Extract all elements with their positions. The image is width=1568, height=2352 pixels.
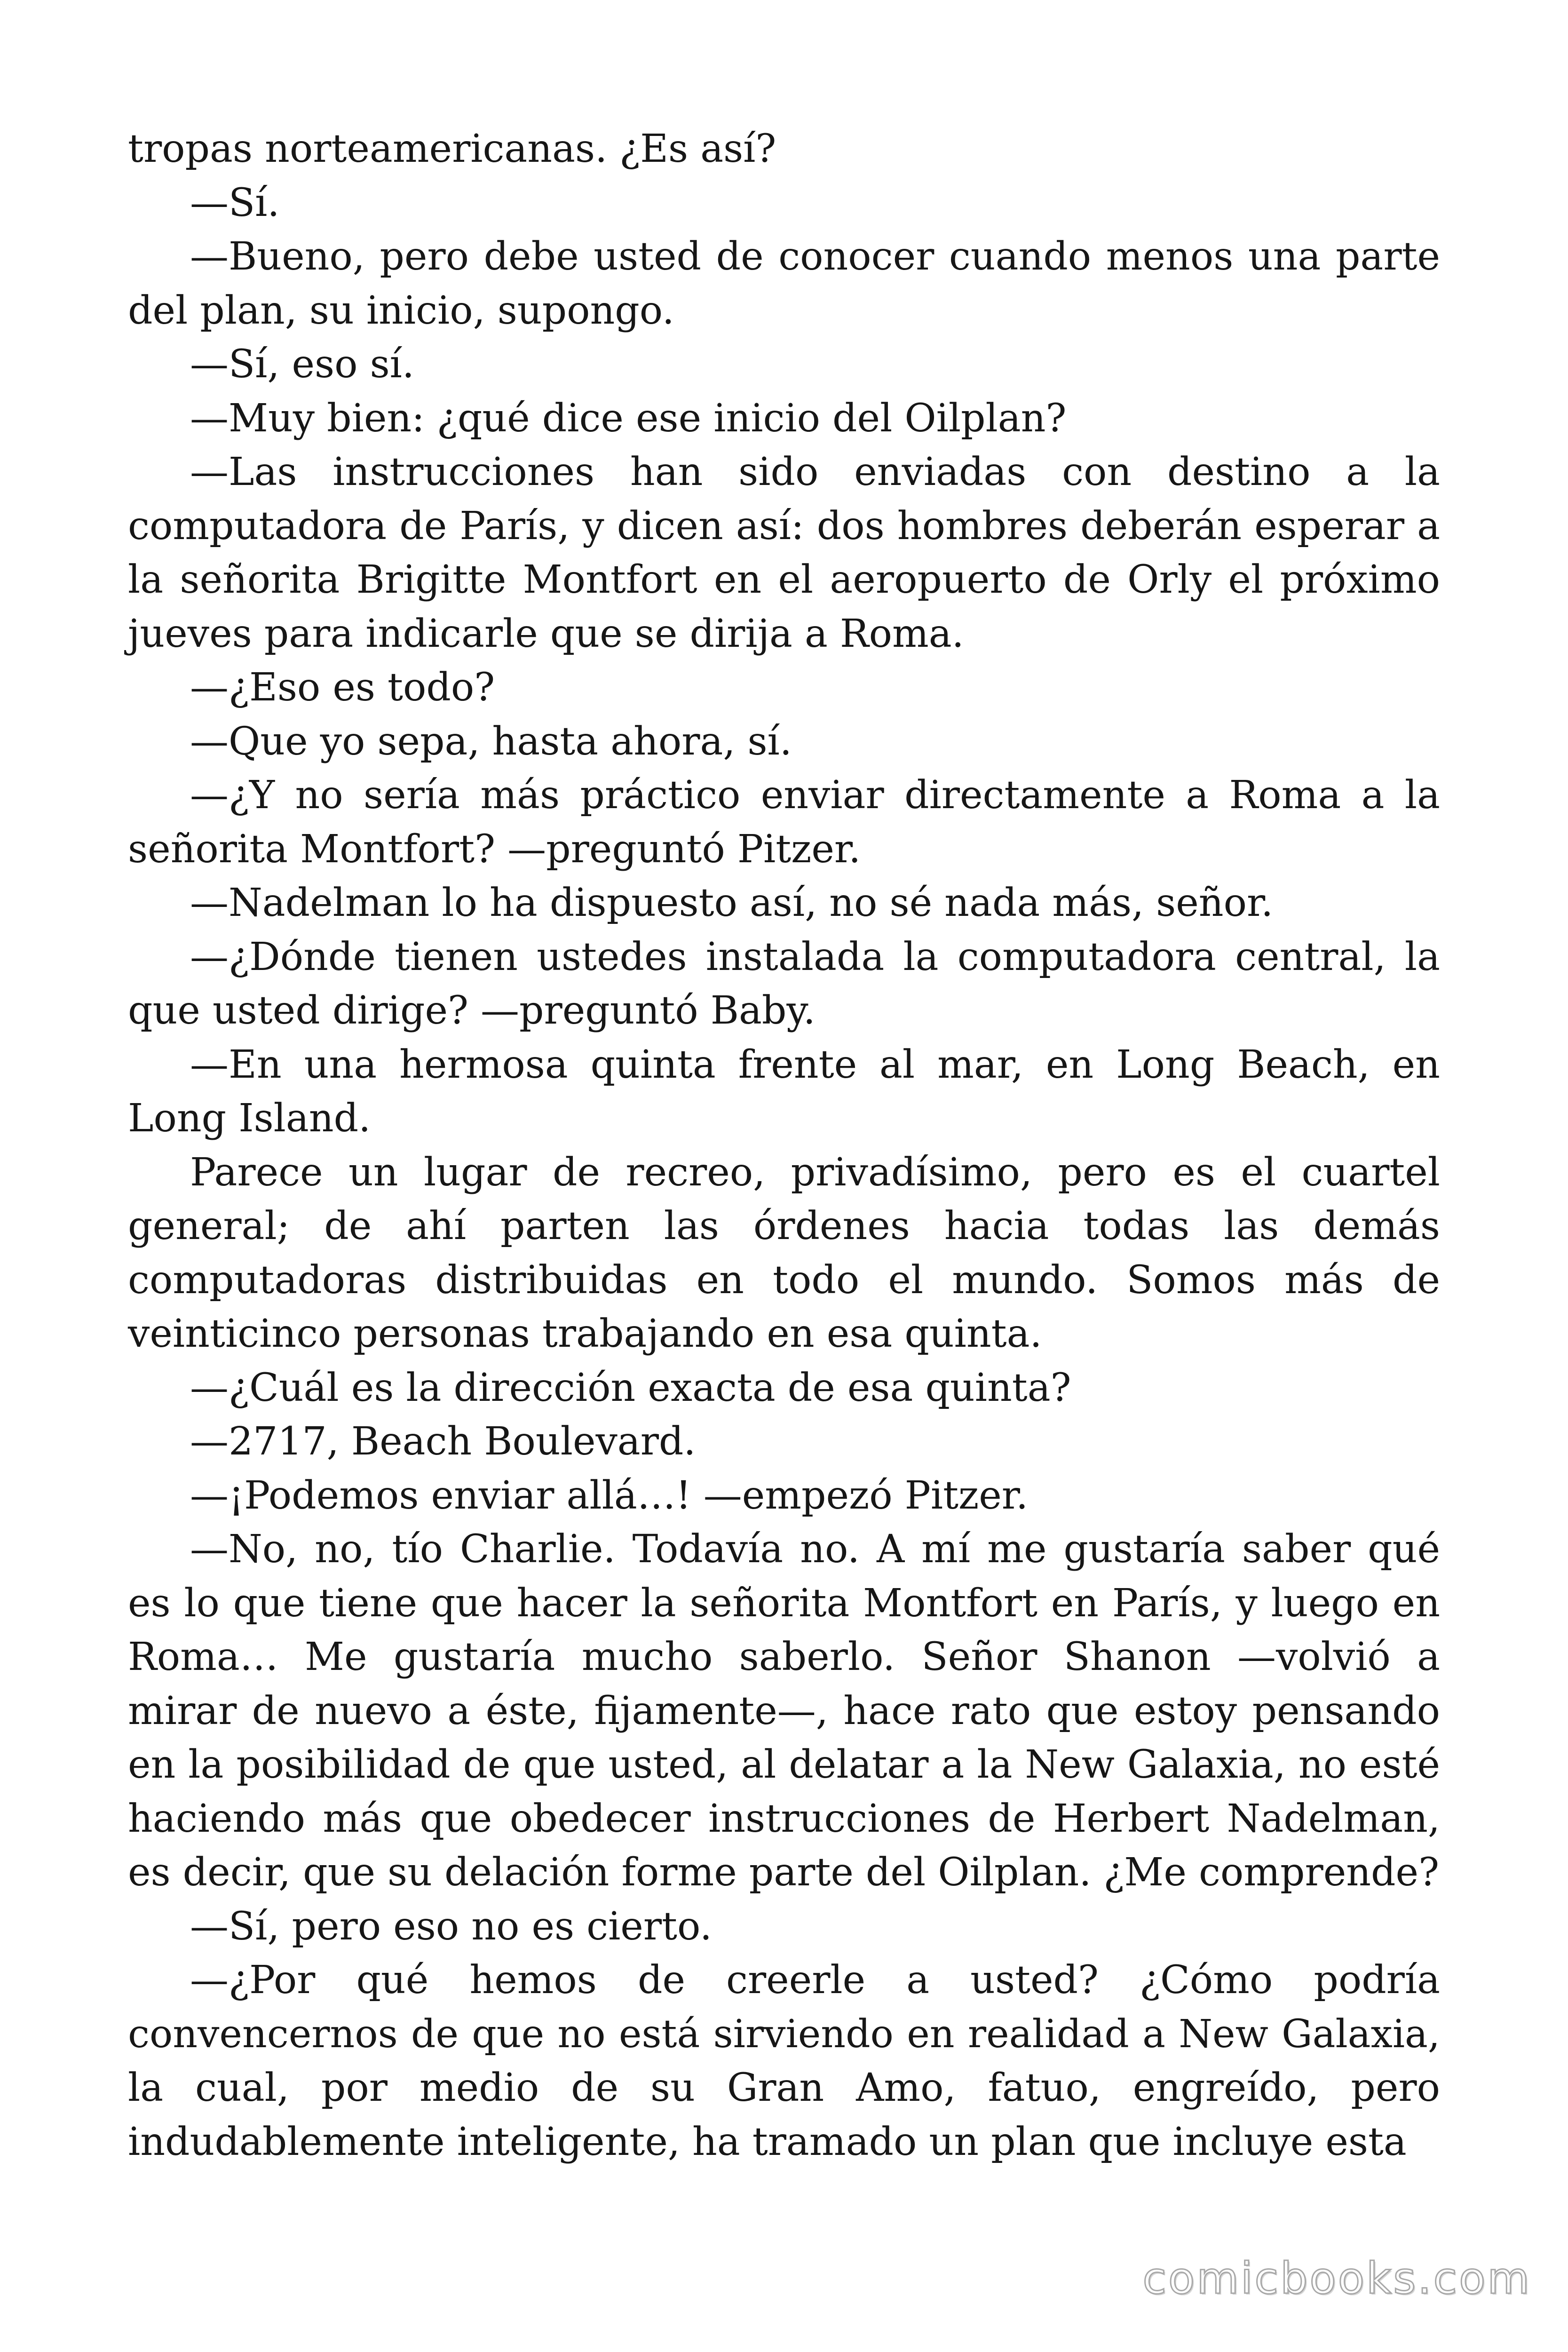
watermark: comicbooks.com — [1142, 2253, 1531, 2304]
paragraph: —En una hermosa quinta frente al mar, en Long Beach, en Long Island. — [128, 1042, 1440, 1141]
paragraph: —Nadelman lo ha dispuesto así, no sé nada más, señor. — [190, 881, 1274, 925]
paragraph: —2717, Beach Boulevard. — [190, 1419, 696, 1464]
paragraph: —Sí, eso sí. — [190, 342, 414, 387]
paragraph: —Sí. — [190, 180, 280, 225]
paragraph: —¿Cuál es la dirección exacta de esa quinta? — [190, 1365, 1071, 1410]
paragraph: Parece un lugar de recreo, privadísimo, pero es el cuartel general; de ahí parten las órdenes hacia todas las demás computadoras distribuidas en todo el mundo. Somos más de veinticinco personas trabajando en esa quinta. — [128, 1150, 1440, 1356]
paragraph: —Que yo sepa, hasta ahora, sí. — [190, 719, 792, 764]
paragraph: —¡Podemos enviar allá…! —empezó Pitzer. — [190, 1473, 1029, 1518]
paragraph: tropas norteamericanas. ¿Es así? — [128, 127, 776, 171]
paragraph: —Muy bien: ¿qué dice ese inicio del Oilplan? — [190, 396, 1067, 441]
paragraph: —¿Por qué hemos de creerle a usted? ¿Cómo podría convencernos de que no está sirviendo en realidad a New Galaxia, la cual, por medio de su Gran Amo, fatuo, engreído, pero indudablemente inteligente, ha tramado un plan que incluye esta — [128, 1958, 1440, 2164]
paragraph: —¿Dónde tienen ustedes instalada la computadora central, la que usted dirige? —preguntó Baby. — [128, 934, 1440, 1033]
paragraph: —¿Eso es todo? — [190, 665, 495, 710]
page-text — [128, 122, 1440, 2169]
paragraph: —No, no, tío Charlie. Todavía no. A mí me gustaría saber qué es lo que tiene que hacer la señorita Montfort en París, y luego en Roma… Me gustaría mucho saberlo. Señor Shanon —volvió a mirar de nuevo a éste, fijamente—, hace rato que estoy pensando en la posibilidad de que usted, al delatar a la New Galaxia, no esté haciendo más que obedecer instrucciones de Herbert Nadelman, es decir, que su delación forme parte del Oilplan. ¿Me comprende? — [128, 1527, 1440, 1895]
paragraph: —Sí, pero eso no es cierto. — [190, 1904, 712, 1949]
paragraph: —Las instrucciones han sido enviadas con destino a la computadora de París, y dicen así: dos hombres deberán esperar a la señorita Brigitte Montfort en el aeropuerto de Orly el próximo jueves para indicarle que se dirija a Roma. — [128, 450, 1440, 656]
paragraph: —Bueno, pero debe usted de conocer cuando menos una parte del plan, su inicio, supongo. — [128, 234, 1440, 333]
paragraph: —¿Y no sería más práctico enviar directamente a Roma a la señorita Montfort? —preguntó Pitzer. — [128, 773, 1440, 872]
